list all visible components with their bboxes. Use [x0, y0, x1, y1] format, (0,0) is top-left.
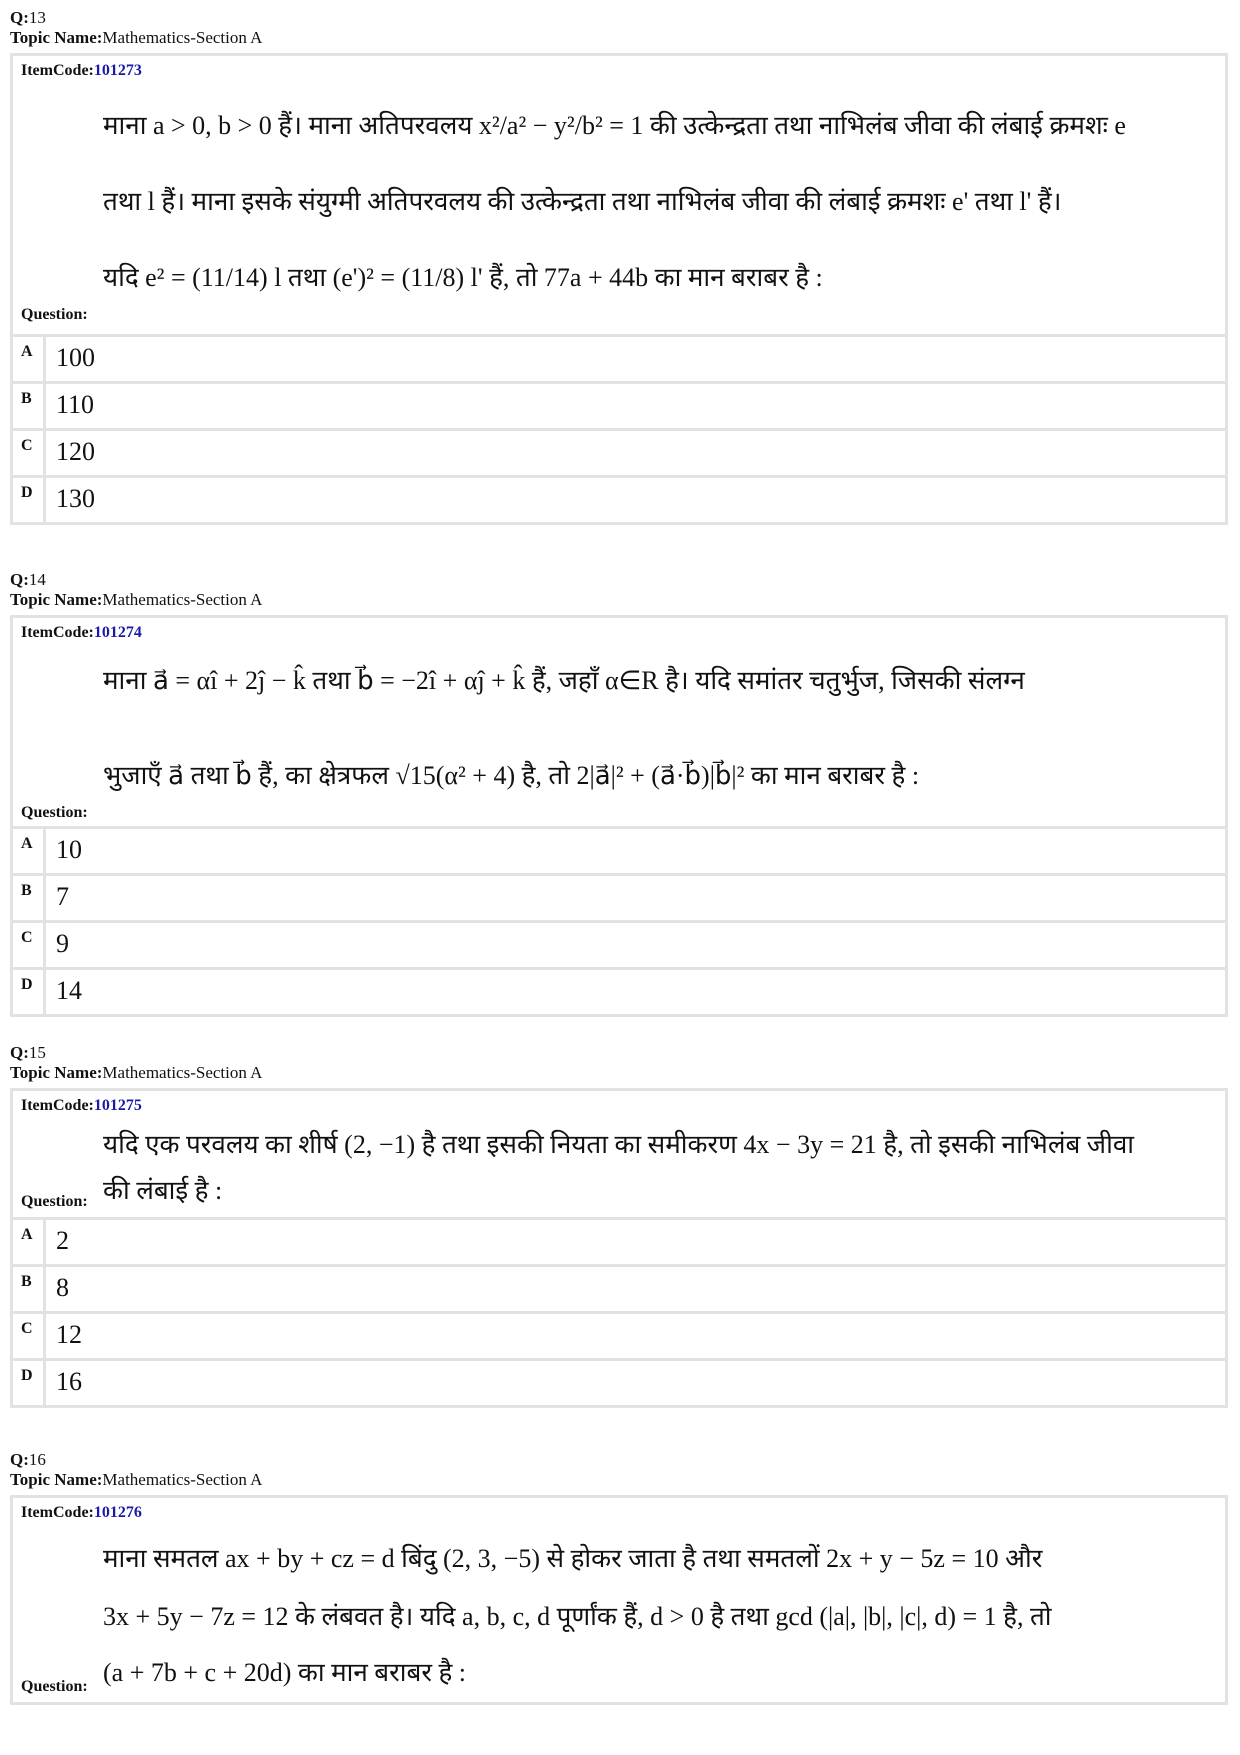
question-card	[10, 53, 1228, 525]
question-label: Question:	[21, 1193, 88, 1210]
option-letter: D	[13, 1361, 46, 1405]
option-letter: B	[13, 1267, 46, 1311]
question-number: Q:15	[10, 1043, 46, 1062]
question-text-line: की लंबाई है :	[103, 1176, 223, 1205]
question-text-line: भुजाएँ a⃗ तथा b⃗ हैं, का क्षेत्रफल √15(α² + 4) है, तो 2|a⃗|² + (a⃗·b⃗)|b⃗|² का मान बराबर है :	[103, 761, 920, 790]
question-block-15	[10, 1043, 1228, 1408]
question-block-14	[10, 570, 1228, 1017]
question-label: Question:	[21, 1678, 88, 1695]
question-body	[13, 1119, 1225, 1217]
option-value: 130	[56, 484, 95, 513]
option-value: 14	[56, 976, 82, 1005]
question-text-line: यदि e² = (11/14) l तथा (e')² = (11/8) l' हैं, तो 77a + 44b का मान बराबर है :	[103, 263, 823, 292]
question-text-line: यदि एक परवलय का शीर्ष (2, −1) है तथा इसकी नियता का समीकरण 4x − 3y = 21 है, तो इसकी नाभिलंब जीवा	[103, 1130, 1135, 1159]
question-card	[10, 615, 1228, 1017]
option-value: 10	[56, 835, 82, 864]
option-row[interactable]	[13, 967, 1225, 1014]
option-value: 120	[56, 437, 95, 466]
item-code: ItemCode:101273	[21, 62, 142, 79]
option-value: 8	[56, 1273, 69, 1302]
option-row[interactable]	[13, 428, 1225, 475]
question-text-line: (a + 7b + c + 20d) का मान बराबर है :	[103, 1658, 467, 1687]
topic-name: Topic Name:Mathematics-Section A	[10, 590, 263, 609]
question-label: Question:	[21, 306, 88, 323]
option-letter: D	[13, 478, 46, 522]
question-label: Question:	[21, 804, 88, 821]
question-text-line: तथा l हैं। माना इसके संयुग्मी अतिपरवलय की उत्केन्द्रता तथा नाभिलंब जीवा की लंबाई क्रमशः e' तथा l' हैं।	[103, 187, 1062, 216]
option-letter: D	[13, 970, 46, 1014]
question-block-16	[10, 1450, 1228, 1705]
option-row[interactable]	[13, 1311, 1225, 1358]
question-number: Q:16	[10, 1450, 46, 1469]
option-row[interactable]	[13, 334, 1225, 381]
option-letter: A	[13, 337, 46, 381]
item-code: ItemCode:101276	[21, 1504, 142, 1521]
question-body	[13, 646, 1225, 826]
question-card	[10, 1088, 1228, 1408]
option-value: 12	[56, 1320, 82, 1349]
option-row[interactable]	[13, 381, 1225, 428]
question-text-line: माना समतल ax + by + cz = d बिंदु (2, 3, −5) से होकर जाता है तथा समतलों 2x + y − 5z = 10 और	[103, 1544, 1043, 1573]
option-letter: B	[13, 384, 46, 428]
question-text-line: 3x + 5y − 7z = 12 के लंबवत है। यदि a, b, c, d पूर्णांक हैं, d > 0 है तथा gcd (|a|, |b|, |c|, d) = 1 है, तो	[103, 1602, 1052, 1631]
option-letter: C	[13, 923, 46, 967]
option-row[interactable]	[13, 920, 1225, 967]
topic-name: Topic Name:Mathematics-Section A	[10, 1063, 263, 1082]
option-letter: A	[13, 829, 46, 873]
question-number: Q:14	[10, 570, 46, 589]
option-row[interactable]	[13, 873, 1225, 920]
question-number: Q:13	[10, 8, 46, 27]
option-letter: B	[13, 876, 46, 920]
question-block-13	[10, 8, 1228, 525]
option-value: 110	[56, 390, 95, 419]
option-value: 16	[56, 1367, 82, 1396]
question-body	[13, 1526, 1225, 1702]
option-row[interactable]	[13, 475, 1225, 522]
item-code: ItemCode:101275	[21, 1097, 142, 1114]
option-letter: C	[13, 1314, 46, 1358]
option-value: 2	[56, 1226, 69, 1255]
option-value: 7	[56, 882, 69, 911]
question-text-line: माना a > 0, b > 0 हैं। माना अतिपरवलय x²/a² − y²/b² = 1 की उत्केन्द्रता तथा नाभिलंब जीवा की लंबाई क्रमशः e	[103, 111, 1126, 140]
option-letter: A	[13, 1220, 46, 1264]
item-code: ItemCode:101274	[21, 624, 142, 641]
option-row[interactable]	[13, 1217, 1225, 1264]
question-text-line: माना a⃗ = αî + 2ĵ − k̂ तथा b⃗ = −2î + αĵ + k̂ हैं, जहाँ α∈R है। यदि समांतर चतुर्भुज, जिसकी संलग्न	[103, 666, 1025, 695]
option-row[interactable]	[13, 1264, 1225, 1311]
topic-name: Topic Name:Mathematics-Section A	[10, 1470, 263, 1489]
option-value: 100	[56, 343, 95, 372]
option-value: 9	[56, 929, 69, 958]
question-card	[10, 1495, 1228, 1705]
option-row[interactable]	[13, 826, 1225, 873]
topic-name: Topic Name:Mathematics-Section A	[10, 28, 263, 47]
question-body	[13, 84, 1225, 334]
option-row[interactable]	[13, 1358, 1225, 1405]
option-letter: C	[13, 431, 46, 475]
